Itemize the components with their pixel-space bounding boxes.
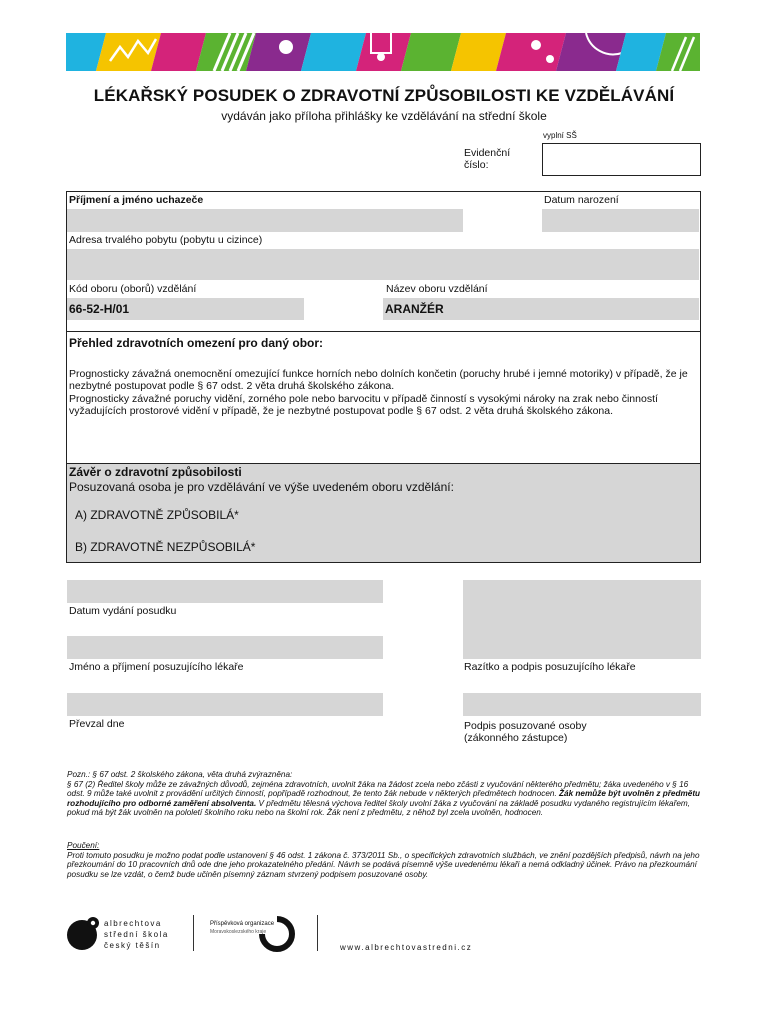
note-text-bold: Žák nemůže být uvolněn z předmětu rozhodujícího pro odborné zaměření absolventa. [67,789,701,808]
address-field[interactable] [67,249,699,280]
field-name-label: Název oboru vzdělání [386,283,488,295]
school-name [104,918,169,951]
option-unfit[interactable]: B) ZDRAVOTNĚ NEZPŮSOBILÁ* [75,540,256,554]
document-title: LÉKAŘSKÝ POSUDEK O ZDRAVOTNÍ ZPŮSOBILOSTI KE VZDĚLÁVÁNÍ [93,86,675,105]
header-banner [66,33,700,71]
received-label: Převzal dne [69,718,125,730]
footer-divider [193,915,194,951]
note-text-a: § 67 (2) Ředitel školy může ze závažných důvodů, zejména zdravotních, uvolnit žáka na žádost zcela nebo zčásti z vyučování některého předmětu; žáka uvedeného v § 16 odst. 9 může také uvolnit z provádění určitých činností, popřípadě rozhodnout, že tento žák nebude v některých předmětech hodnocen. [67,779,689,799]
instruction-note [67,841,701,879]
legal-note [67,770,701,818]
received-date-field[interactable] [67,693,383,716]
school-name-line3: český těšín [104,941,161,950]
restrictions-text-2: Prognosticky závažné poruchy vidění, zorného pole nebo barvocitu v případě činností s vysokými nároky na zrak nebo činností vyžadujících prostorové vidění v případě, že je nezbytné postupovat podle § 67 odst. 2 věta druhá školského zákona. [69,393,658,417]
signature-label-line2: (zákonného zástupce) [464,732,568,744]
school-logo-icon [66,915,102,951]
birthdate-label: Datum narození [544,194,619,206]
divider [66,331,701,332]
organization-line2: Moravskoslezského kraje [210,929,267,935]
doctor-stamp-field[interactable] [463,580,701,659]
applicant-name-label: Příjmení a jméno uchazeče [69,194,204,206]
restrictions-heading: Přehled zdravotních omezení pro daný obor: [69,336,324,350]
doctor-name-field[interactable] [67,636,383,659]
document-subtitle: vydáván jako příloha přihlášky ke vzdělávání na střední škole [221,109,547,123]
address-label: Adresa trvalého pobytu (pobytu u cizince) [69,234,263,246]
field-name-value[interactable]: ARANŽÉR [383,298,699,320]
option-fit[interactable]: A) ZDRAVOTNĚ ZPŮSOBILÁ* [75,508,239,522]
note-text-b: V předmětu tělesná výchova ředitel školy uvolní žáka z vyučování na základě posudku vydaného registrujícím lékařem, pokud má být žák uvolněn na pololetí školního roku nebo na školní rok. Žák není z předmětu, z něhož byl zcela uvolněn, hodnocen. [67,798,690,818]
signature-field[interactable] [463,693,701,716]
evidence-label [464,147,510,171]
evidence-number-field[interactable] [542,143,701,176]
restrictions-text-1: Prognosticky závažná onemocnění omezující funkce horních nebo dolních končetin (poruchy hrubé i jemné motoriky) v případě, že je nezbytné postupovat podle § 67 odst. 2 věta druhá školského zákona. [69,368,688,392]
school-name-line1: albrechtova [104,919,162,928]
instruction-heading: Poučení: [67,841,100,850]
issue-date-label: Datum vydání posudku [69,605,177,617]
conclusion-heading: Závěr o zdravotní způsobilosti [69,465,242,479]
note-heading: Pozn.: § 67 odst. 2 školského zákona, věta druhá zvýrazněna: [67,770,293,779]
issue-date-field[interactable] [67,580,383,603]
footer-divider [317,915,318,951]
organization-line1: Příspěvková organizace [210,921,275,927]
applicant-name-field[interactable] [67,209,463,232]
evidence-label-line1: Evidenční [464,147,511,159]
doctor-stamp-label: Razítko a podpis posuzujícího lékaře [464,661,636,673]
region-logo-icon [259,916,295,952]
evidence-label-line2: číslo: [464,159,489,171]
signature-label-line1: Podpis posuzované osoby [464,720,587,732]
signature-label [464,720,587,744]
school-name-line2: střední škola [104,930,169,939]
conclusion-intro: Posuzovaná osoba je pro vzdělávání ve výše uvedeném oboru vzdělání: [69,480,454,494]
birthdate-field[interactable] [542,209,699,232]
fill-note: vyplní SŠ [543,131,577,140]
school-website-link[interactable]: www.albrechtovastredni.cz [340,943,473,952]
field-code-value[interactable]: 66-52-H/01 [67,298,304,320]
field-code-label: Kód oboru (oborů) vzdělání [69,283,197,295]
doctor-name-label: Jméno a příjmení posuzujícího lékaře [69,661,244,673]
instruction-text: Proti tomuto posudku je možno podat podle ustanovení § 46 odst. 1 zákona č. 373/2011 Sb., o specifických zdravotních službách, ve znění pozdějších předpisů, návrh na jeho přezkoumání do 10 pracovních dnů ode dne jeho prokazatelného předání. Návrh se podává písemně výše uvedenému lékaři a nemá odkladný účinek. Právo na přezkoumání posudku se lze vzdát, o čemž bude učiněn písemný záznam stvrzený podpisem posuzované osoby. [67,850,700,879]
note-body [67,780,701,818]
